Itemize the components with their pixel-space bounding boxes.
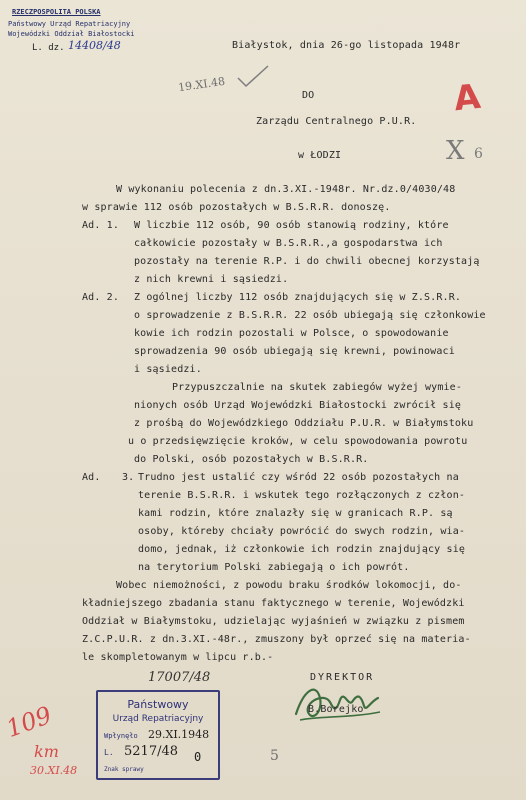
- red-a-mark: A: [451, 76, 483, 120]
- red-margin-mark-date: 30.XI.48: [30, 764, 78, 777]
- pres-line-5: do Polski, osób pozostałych w B.S.R.R.: [134, 454, 369, 465]
- signature-title: DYREKTOR: [310, 672, 375, 683]
- final-line-5: le skompletowanym w lipcu r.b.-: [82, 652, 274, 663]
- receipt-stamp-number: 5217/48: [124, 744, 179, 759]
- ad3-line-1: Trudno jest ustalić czy wśród 22 osób pozostałych na: [138, 472, 459, 483]
- ad2-line-3: kowie ich rodzin pozostali w Polsce, o spowodowanie: [134, 328, 449, 339]
- ad3-line-3: kami rodzin, które znalazły się w granicach R.P. są: [138, 508, 453, 519]
- receipt-stamp-line1: Państwowy: [127, 698, 189, 711]
- receipt-stamp-case-label: Znak sprawy: [104, 766, 144, 773]
- ad2-line-5: i sąsiedzi.: [134, 364, 202, 375]
- final-line-3: Oddział w Białymstoku, udzielając wyjaśnień w związku z pismem: [82, 616, 465, 627]
- addressee-city: w ŁODZI: [298, 150, 342, 161]
- final-line-1: Wobec niemożności, z powodu braku środków lokomocji, do-: [116, 580, 462, 591]
- receipt-stamp-line2: Urząd Repatriacyjny: [112, 714, 204, 724]
- pencil-x-mark: X: [446, 136, 465, 166]
- red-margin-mark-initials: km: [34, 742, 59, 761]
- ad2-label: Ad. 2.: [82, 292, 120, 303]
- registry-number: 17007/48: [148, 670, 211, 685]
- ad3-num: 3.: [122, 472, 135, 483]
- ad3-line-4: osoby, któreby chciały powrócić do swych rodzin, wia-: [138, 526, 466, 537]
- header-stamp: [6, 4, 176, 74]
- ad1-label: Ad. 1.: [82, 220, 120, 231]
- addressee-line: Zarządu Centralnego P.U.R.: [256, 116, 417, 127]
- ad3-label: Ad.: [82, 472, 101, 483]
- ad1-line-3: pozostały na terenie R.P. i do chwili obecnej korzystają: [134, 256, 480, 267]
- ad3-line-2: terenie B.S.R.R. i wskutek tego rozłączonych z człon-: [138, 490, 466, 501]
- signature-name: B.Borejko: [308, 704, 364, 715]
- header-ref-label: L. dz.: [32, 43, 65, 53]
- header-stamp-line2: Państwowy Urząd Repatriacyjny: [8, 20, 131, 28]
- ad2-line-2: o sprowadzenie z B.S.R.R. 22 osób ubiegają się członkowie: [134, 310, 486, 321]
- pencil-five-mark: 5: [270, 748, 279, 764]
- place-date: Białystok, dnia 26-go listopada 1948r: [232, 40, 461, 51]
- final-line-4: Z.C.P.U.R. z dn.3.XI.-48r., zmuszony był oprzeć się na materia-: [82, 634, 471, 645]
- pres-line-2: nionych osób Urząd Wojewódzki Białostocki zwrócił się: [134, 400, 462, 411]
- addressee-do: DO: [302, 90, 315, 101]
- receipt-stamp-received-label: Wpłynęło: [104, 732, 138, 740]
- intro-line-2: w sprawie 112 osób pozostałych w B.S.R.R. donoszę.: [82, 202, 391, 213]
- ad3-line-5: domo, jednak, iż członkowie ich rodzin znajdujący się: [138, 544, 466, 555]
- handwritten-signature: [290, 672, 386, 730]
- header-stamp-line1: RZECZPOSPOLITA POLSKA: [12, 8, 101, 16]
- receipt-stamp-number-label: L.: [104, 748, 114, 757]
- intro-line-1: W wykonaniu polecenia z dn.3.XI.-1948r. Nr.dz.0/4030/48: [116, 184, 456, 195]
- ad2-line-4: sprowadzenia 90 osób ubiegają się krewni, powinowaci: [134, 346, 455, 357]
- red-margin-mark-number: 109: [2, 701, 56, 743]
- pres-line-4: u o przedsięwzięcie kroków, w celu spowodowania powrotu: [128, 436, 468, 447]
- ad3-line-6: na terytorium Polski zabiegają o ich powrót.: [138, 562, 410, 573]
- ad2-line-1: Z ogólnej liczby 112 osób znajdujących się w Z.S.R.R.: [134, 292, 462, 303]
- receipt-stamp: [96, 690, 220, 780]
- ad1-line-4: z nich krewni i sąsiedzi.: [134, 274, 289, 285]
- ad1-line-1: W liczbie 112 osób, 90 osób stanowią rodziny, które: [134, 220, 449, 231]
- header-stamp-line3: Wojewódzki Oddział Białostocki: [8, 30, 135, 38]
- header-ref-value: 14408/48: [68, 39, 121, 52]
- pencil-small-mark: 6: [474, 146, 483, 162]
- pres-line-1: Przypuszczalnie na skutek zabiegów wyżej wymie-: [172, 382, 463, 393]
- margin-date-pencil: 19.XI.48: [177, 74, 226, 95]
- pres-line-3: z prośbą do Wojewódzkiego Oddziału P.U.R. w Białymstoku: [134, 418, 474, 429]
- receipt-stamp-number-tail: 0: [194, 750, 202, 764]
- receipt-stamp-received-date: 29.XI.1948: [148, 728, 210, 741]
- final-line-2: kładniejszego zbadania stanu faktycznego w terenie, Wojewódzki: [82, 598, 465, 609]
- ad1-line-2: całkowicie pozostały w B.S.R.R.,a gospodarstwa ich: [134, 238, 443, 249]
- pencil-check-mark: [236, 64, 270, 88]
